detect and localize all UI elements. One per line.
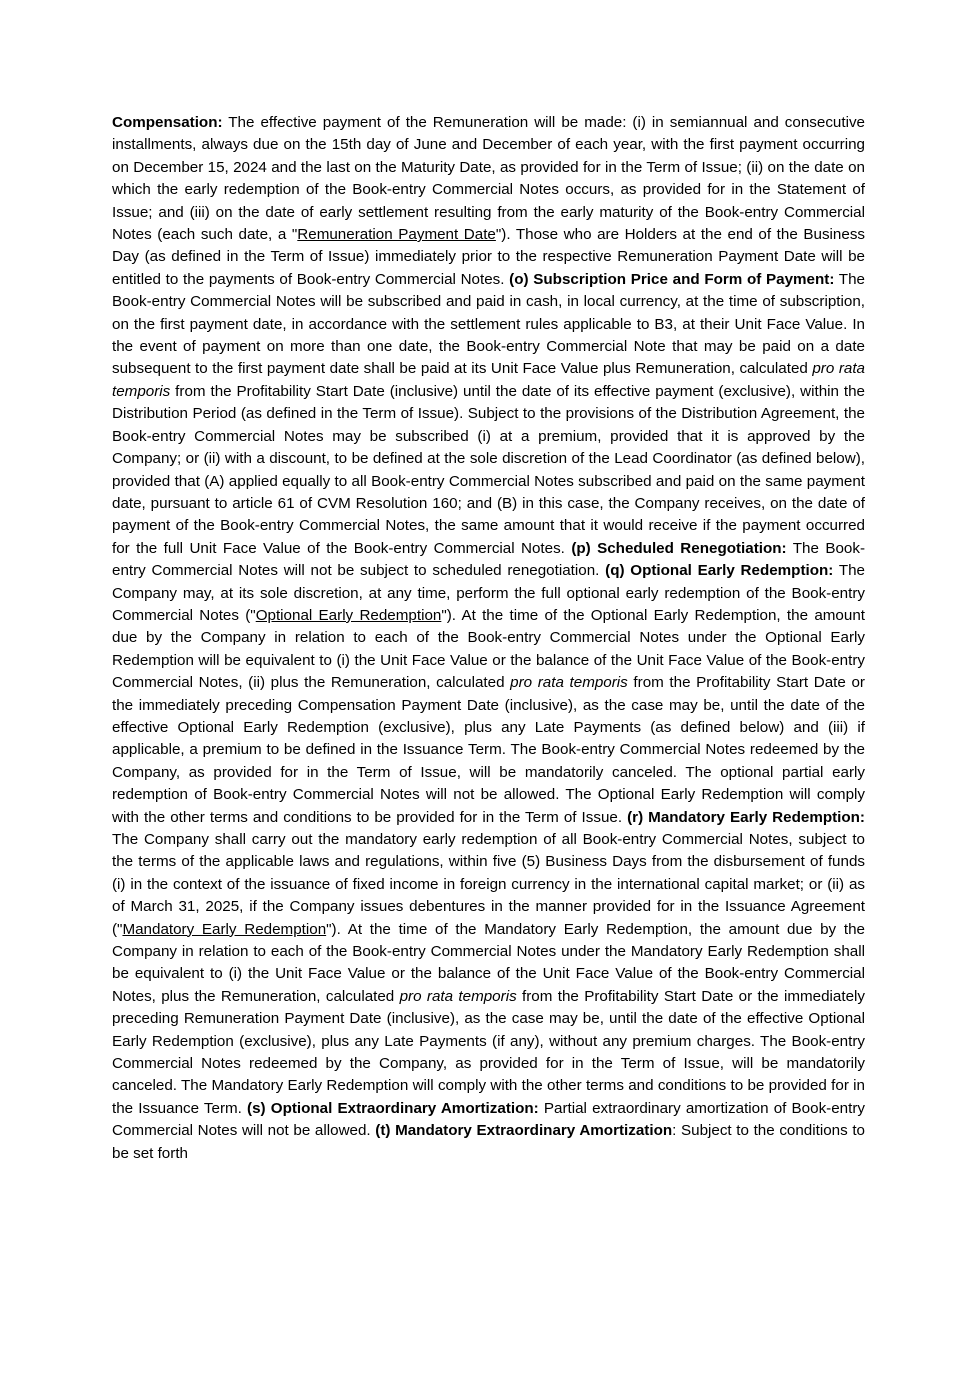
bold-heading: (t) Mandatory Extraordinary Amortization <box>375 1122 673 1140</box>
bold-heading: Compensation: <box>112 114 223 131</box>
body-text: The Book-entry Commercial Notes will be subscribed and paid in cash, in local currency, at the time of subscription, on the first payment date, in accordance with the settlement rules applicable to B3, at their Unit Face Value. In the event of payment on more than one date, the Book-entry Commercial Note that may be paid on a date subsequent to the first payment date shall be paid at its Unit Face Value plus Remuneration, calculated <box>112 270 865 378</box>
body-text: from the Profitability Start Date or the immediately preceding Compensation Payment Date (inclusive), as the case may be, until the date of the effective Optional Early Redemption (exclusive), plus any Late Payments (as defined below) and (iii) if applicable, a premium to be defined in the Issuance Term. The Book-entry Commercial Notes redeemed by the Company, as provided for in the Term of Issue, will be mandatorily canceled. The optional partial early redemption of Book-entry Commercial Notes will not be allowed. The Optional Early Redemption will comply with the other terms and conditions to be provided for in the Term of Issue. <box>112 674 865 826</box>
body-text: from the Profitability Start Date (inclusive) until the date of its effective payment (exclusive), within the Distribution Period (as defined in the Term of Issue). Subject to the provisions of the Distribution Agreement, the Book-entry Commercial Notes may be subscribed (i) at a premium, provided that it is approved by the Company; or (ii) with a discount, to be defined at the sole discretion of the Lead Coordinator (as defined below), provided that (A) applied equally to all Book-entry Commercial Notes subscribed and paid on the same payment date, pursuant to article 61 of CVM Resolution 160; and (B) in this case, the Company receives, on the date of payment of the Book-entry Commercial Notes, the same amount that it would receive if the payment occurred for the full Unit Face Value of the Book-entry Commercial Notes. <box>112 382 865 557</box>
body-text: : Subject to the conditions to be set forth <box>112 1122 865 1162</box>
bold-heading: (s) Optional Extraordinary Amortization: <box>247 1099 539 1117</box>
defined-term: Mandatory Early Redemption <box>122 920 327 938</box>
body-text: "). At the time of the Optional Early Redemption, the amount due by the Company in relation to each of the Book-entry Commercial Notes under the Optional Early Redemption will be equivalent to (i) the Unit Face Value or the balance of the Unit Face Value of the Book-entry Commercial Notes, (ii) plus the Remuneration, calculated <box>112 606 865 692</box>
italic-term: pro rata temporis <box>510 674 628 692</box>
bold-heading: (q) Optional Early Redemption: <box>605 562 834 580</box>
bold-heading: (p) Scheduled Renegotiation: <box>571 539 787 557</box>
body-text: Partial extraordinary amortization of Book-entry Commercial Notes will not be allowed. <box>112 1099 865 1140</box>
document-page <box>112 112 865 1165</box>
defined-term: Optional Early Redemption <box>255 606 442 624</box>
body-text: The Company shall carry out the mandatory early redemption of all Book-entry Commercial Notes, subject to the terms of the applicable laws and regulations, within five (5) Business Days from the disbursement of funds (i) in the context of the issuance of fixed income in foreign currency in the international capital market; or (ii) as of March 31, 2025, if the Company issues debentures in the manner provided for in the Issuance Agreement (" <box>112 831 865 938</box>
body-text: The effective payment of the Remuneration will be made: (i) in semiannual and consecutive installments, always due on the 15th day of June and December of each year, with the first payment occurring on December 15, 2024 and the last on the Maturity Date, as provided for in the Term of Issue; (ii) on the date on which the early redemption of the Book-entry Commercial Notes occurs, as provided for in the Statement of Issue; and (iii) on the date of early settlement resulting from the early maturity of the Book-entry Commercial Notes (each such date, a " <box>112 114 865 244</box>
body-text: from the Profitability Start Date or the immediately preceding Remuneration Payment Date (inclusive), as the case may be, until the date of the effective Optional Early Redemption (exclusive), plus any Late Payments (if any), without any premium charges. The Book-entry Commercial Notes redeemed by the Company, as provided for in the Term of Issue, will be mandatorily canceled. The Mandatory Early Redemption will comply with the other terms and conditions to be provided for in the Issuance Term. <box>112 987 865 1117</box>
body-paragraph <box>112 112 865 1165</box>
body-text: "). At the time of the Mandatory Early Redemption, the amount due by the Company in relation to each of the Book-entry Commercial Notes under the Mandatory Early Redemption shall be equivalent to (i) the Unit Face Value or the balance of the Unit Face Value of the Book-entry Commercial Notes, plus the Remuneration, calculated <box>112 920 865 1005</box>
bold-heading: (r) Mandatory Early Redemption: <box>627 808 865 826</box>
bold-heading: (o) Subscription Price and Form of Payment: <box>509 270 835 288</box>
body-text: The Company may, at its sole discretion, at any time, perform the full optional early redemption of the Book-entry Commercial Notes (" <box>112 562 865 624</box>
body-text: The Book-entry Commercial Notes will not be subject to scheduled renegotiation. <box>112 539 866 580</box>
italic-term: pro rata temporis <box>399 987 517 1005</box>
italic-term: pro rata temporis <box>112 360 865 400</box>
body-text: "). Those who are Holders at the end of the Business Day (as defined in the Term of Issue) immediately prior to the respective Remuneration Payment Date will be entitled to the payments of Book-entry Commercial Notes. <box>112 226 866 288</box>
defined-term: Remuneration Payment Date <box>297 226 496 244</box>
